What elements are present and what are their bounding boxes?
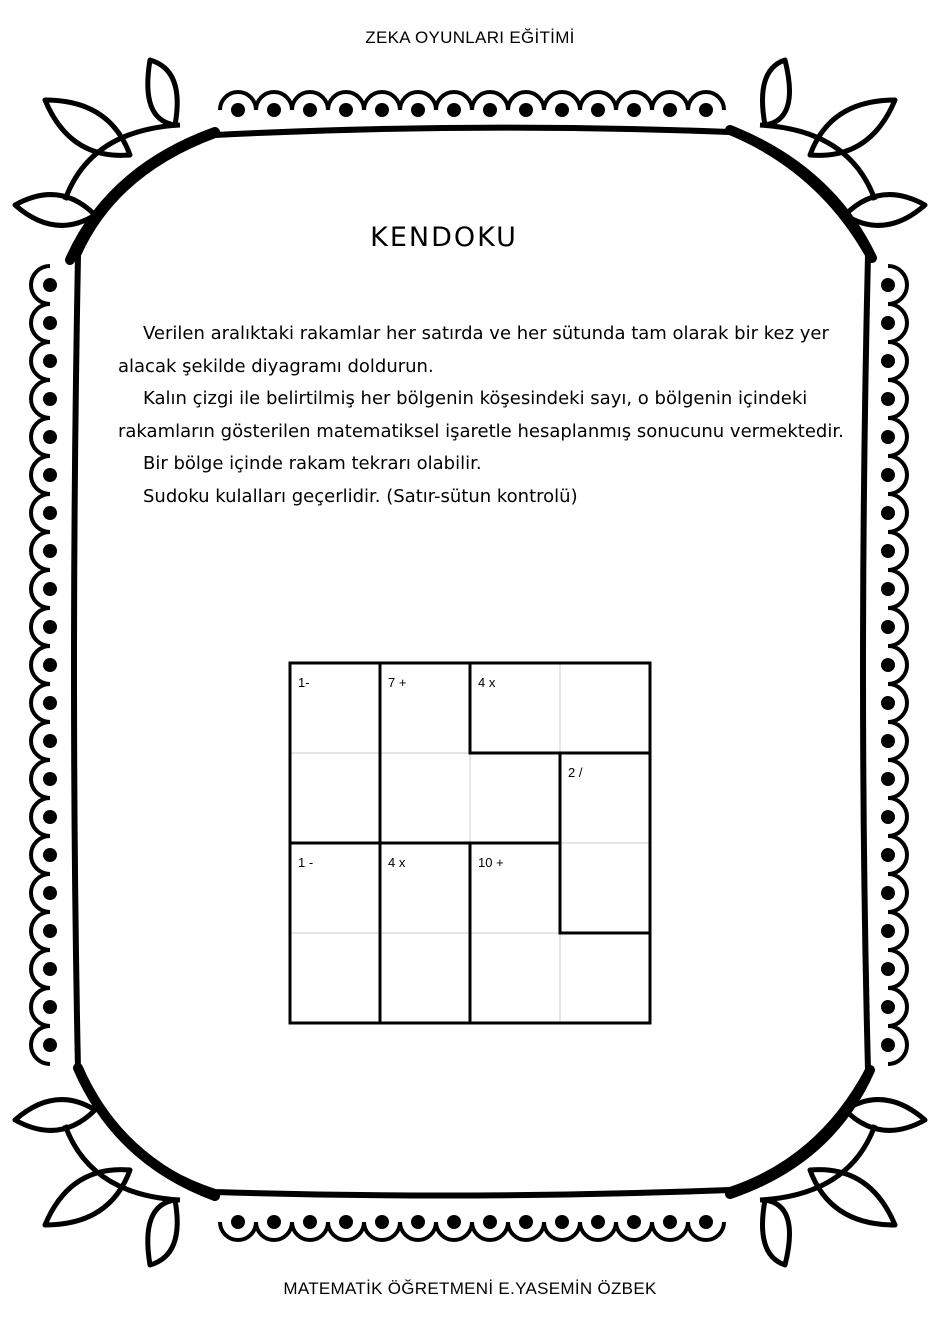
instructions	[118, 318, 858, 513]
cage-lines	[288, 661, 652, 1025]
instruction-paragraph-3: Bir bölge içinde rakam tekrarı olabilir.	[143, 453, 482, 474]
instruction-paragraph-4: Sudoku kulalları geçerlidir. (Satır-sütun kontrolü)	[143, 485, 578, 507]
kendoku-grid	[290, 663, 650, 1023]
cage-clue: 7 +	[388, 675, 407, 690]
cage-clue: 1-	[298, 675, 310, 690]
cage-clue: 10 +	[478, 855, 504, 870]
cage-clue: 2 /	[568, 765, 583, 780]
header-text: ZEKA OYUNLARI EĞİTİMİ	[365, 28, 575, 47]
cage-clue: 4 x	[478, 675, 496, 690]
cage-clue: 4 x	[388, 855, 406, 870]
page-title: KENDOKU	[370, 222, 518, 253]
instruction-paragraph-2: Kalın çizgi ile belirtilmiş her bölgenin köşesindeki sayı, o bölgenin içindeki rakamların gösterilen matematiksel işaretle hesaplanmış sonucunu vermektedir.	[118, 388, 844, 442]
footer-text: MATEMATİK ÖĞRETMENİ E.YASEMİN ÖZBEK	[283, 1279, 657, 1298]
instruction-paragraph-1: Verilen aralıktaki rakamlar her satırda ve her sütunda tam olarak bir kez yer alacak şekilde diyagramı doldurun.	[118, 323, 829, 377]
cage-clue: 1 -	[298, 855, 314, 870]
